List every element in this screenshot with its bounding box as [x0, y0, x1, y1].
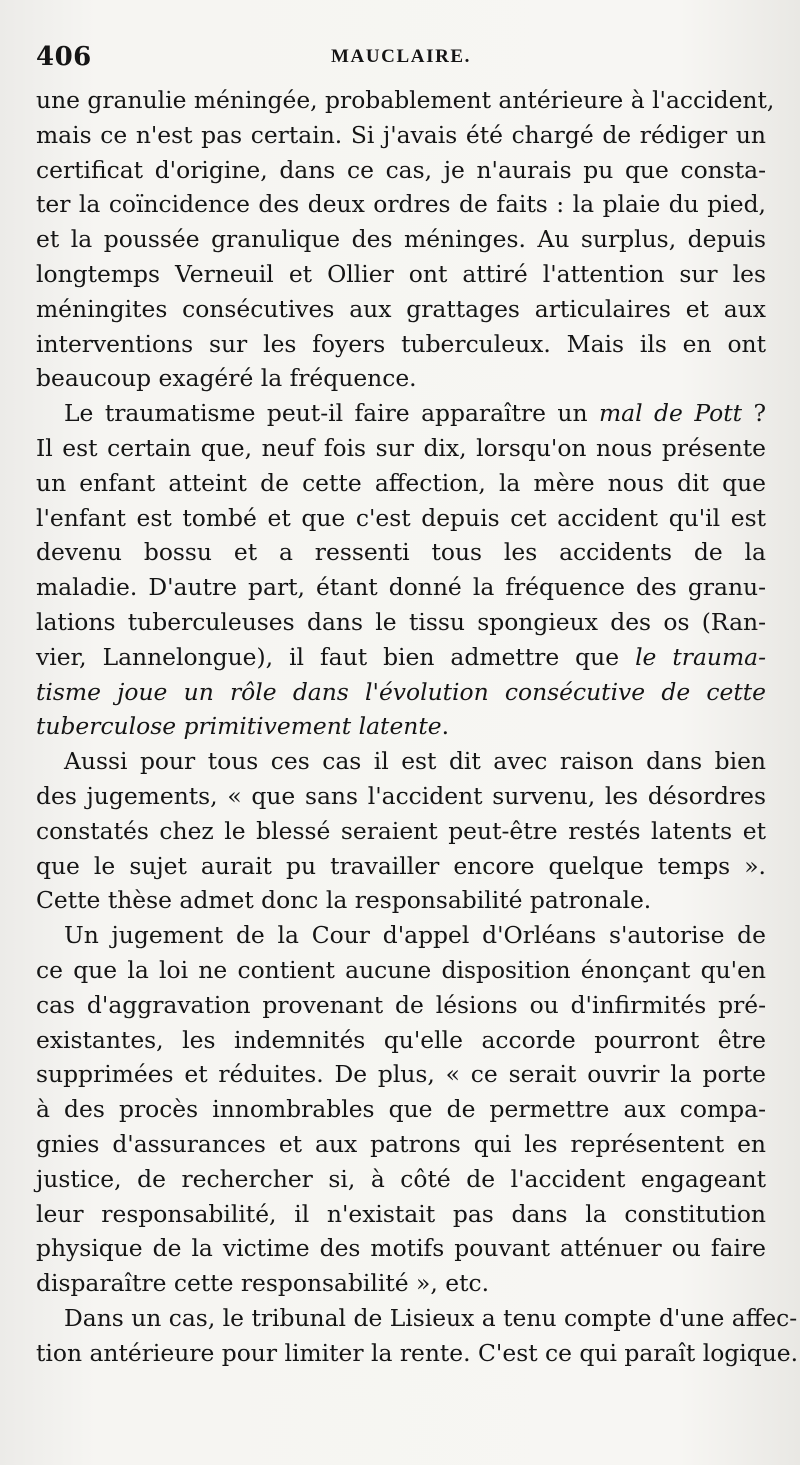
italic-text: tuberculose primitivement latente [36, 712, 442, 741]
text-line [36, 466, 766, 501]
line-text: à des procès innombrables que de permettre aux compa- [36, 1095, 766, 1124]
line-text: un enfant atteint de cette affection, la mère nous dit que [36, 468, 766, 497]
text-line [36, 1057, 766, 1092]
text-line [36, 675, 766, 710]
line-text: vier, Lannelongue), il faut bien admettre que [36, 642, 636, 671]
text-line [36, 849, 766, 884]
text-line [36, 988, 766, 1023]
text-line [36, 1336, 799, 1371]
line-text: Un jugement de la Cour d'appel d'Orléans s'autorise de [64, 921, 766, 950]
line-text: physique de la victime des motifs pouvant atténuer ou faire [36, 1234, 766, 1263]
line-text: longtemps Verneuil et Ollier ont attiré l'attention sur les [36, 259, 766, 288]
line-text: des jugements, « que sans l'accident survenu, les désordres [36, 781, 766, 810]
line-text: que le sujet aurait pu travailler encore quelque temps ». [36, 851, 766, 880]
text-line [36, 1162, 766, 1197]
text-line [36, 640, 766, 675]
line-text: méningites consécutives aux grattages articulaires et aux [36, 294, 766, 323]
page-header [36, 38, 766, 78]
paragraph [36, 396, 766, 744]
line-text: leur responsabilité, il n'existait pas dans la constitution [36, 1199, 766, 1228]
line-text: gnies d'assurances et aux patrons qui les représentent en [36, 1129, 766, 1158]
paragraph [36, 918, 766, 1301]
line-text: cas d'aggravation provenant de lésions ou d'infirmités pré- [36, 990, 766, 1019]
text-line [36, 1266, 766, 1301]
text-line [36, 1301, 798, 1336]
text-line [36, 605, 766, 640]
text-line [36, 501, 766, 536]
text-line [36, 883, 766, 918]
italic-text: le trauma- [635, 642, 766, 671]
line-text: constatés chez le blessé seraient peut-être restés latents et [36, 816, 766, 845]
line-text: Dans un cas, le tribunal de Lisieux a tenu compte d'une affec- [64, 1303, 798, 1332]
text-line [36, 153, 766, 188]
text-line [36, 292, 766, 327]
line-text: maladie. D'autre part, étant donné la fréquence des granu- [36, 573, 766, 602]
text-line [36, 222, 766, 257]
text-line [36, 1127, 766, 1162]
italic-text: tisme joue un rôle dans l'évolution consécutive de cette [36, 677, 766, 706]
line-text: une granulie méningée, probablement antérieure à l'accident, [36, 86, 775, 114]
text-line [36, 570, 766, 605]
text-line [36, 1092, 766, 1127]
line-text: beaucoup exagéré la fréquence. [36, 364, 417, 393]
line-text: Le traumatisme peut-il faire apparaître un [64, 399, 599, 428]
text-line [36, 1023, 766, 1058]
text-line [36, 431, 766, 466]
line-text-after: ? [742, 399, 766, 428]
text-line [36, 83, 775, 118]
text-line [36, 1231, 766, 1266]
line-text: Aussi pour tous ces cas il est dit avec raison dans bien [64, 747, 766, 776]
paragraph [36, 1301, 799, 1371]
text-line [36, 257, 766, 292]
line-text: ce que la loi ne contient aucune disposition énonçant qu'en [36, 955, 766, 984]
text-line [36, 918, 766, 953]
page-number: 406 [36, 42, 92, 72]
line-text: devenu bossu et a ressenti tous les accidents de la [36, 538, 766, 567]
body-text [36, 83, 799, 1370]
line-text: tion antérieure pour limiter la rente. C'est ce qui paraît logique. [36, 1338, 799, 1367]
paragraph [36, 83, 775, 396]
text-line [36, 396, 766, 431]
line-text: existantes, les indemnités qu'elle accorde pourront être [36, 1025, 766, 1054]
line-text: ter la coïncidence des deux ordres de faits : la plaie du pied, [36, 190, 766, 219]
line-text: et la poussée granulique des méninges. Au surplus, depuis [36, 225, 766, 254]
line-text: l'enfant est tombé et que c'est depuis cet accident qu'il est [36, 503, 766, 532]
running-head: MAUCLAIRE. [330, 46, 472, 67]
line-text: justice, de rechercher si, à côté de l'accident engageant [36, 1164, 766, 1193]
line-text: Cette thèse admet donc la responsabilité patronale. [36, 886, 652, 915]
line-text: certificat d'origine, dans ce cas, je n'aurais pu que consta- [36, 155, 766, 184]
text-line [36, 118, 766, 153]
text-line [36, 744, 766, 779]
text-line [36, 1197, 766, 1232]
text-line [36, 187, 766, 222]
line-text: Il est certain que, neuf fois sur dix, lorsqu'on nous présente [36, 433, 766, 462]
line-text: supprimées et réduites. De plus, « ce serait ouvrir la porte [36, 1060, 766, 1089]
text-line [36, 327, 766, 362]
line-text-after: . [441, 712, 450, 741]
line-text: mais ce n'est pas certain. Si j'avais été chargé de rédiger un [36, 120, 766, 149]
paragraph [36, 744, 766, 918]
line-text: lations tuberculeuses dans le tissu spongieux des os (Ran- [36, 607, 766, 636]
italic-text: mal de Pott [598, 399, 742, 428]
text-line [36, 814, 766, 849]
text-line [36, 535, 766, 570]
text-line [36, 361, 766, 396]
text-line [36, 779, 766, 814]
line-text: interventions sur les foyers tuberculeux. Mais ils en ont [36, 329, 766, 358]
text-line [36, 953, 766, 988]
text-line [36, 709, 766, 744]
line-text: disparaître cette responsabilité », etc. [36, 1269, 490, 1298]
